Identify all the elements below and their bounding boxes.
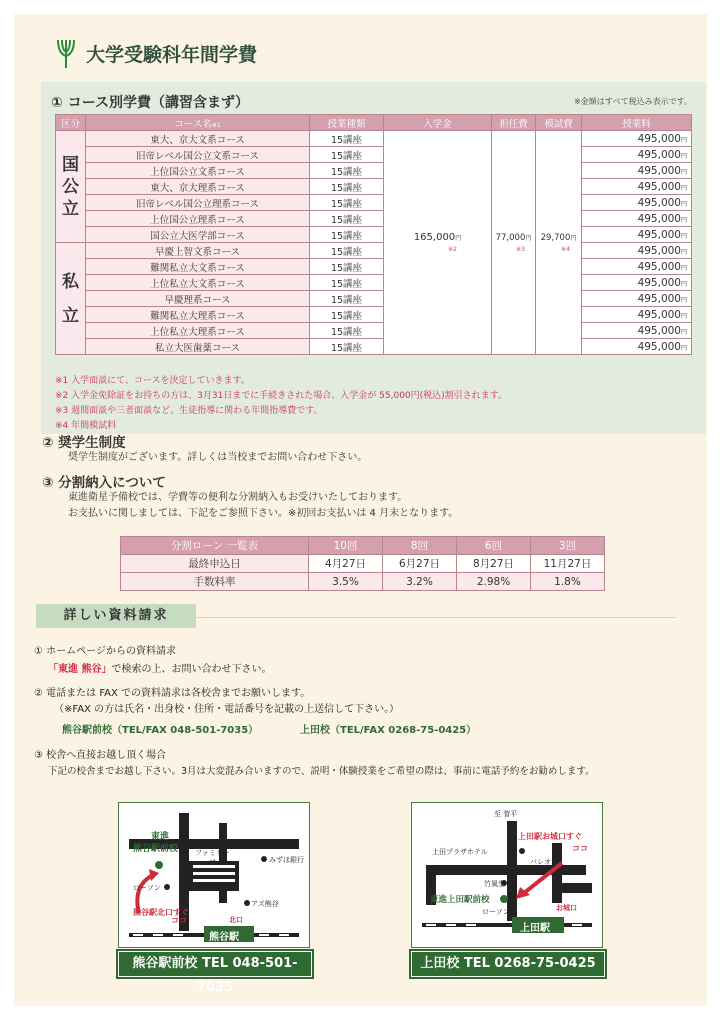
request-item-1-title: ① ホームページからの資料請求 (34, 646, 176, 657)
loan-col-3: 3回 (531, 537, 605, 555)
fee-row (56, 147, 692, 163)
map1-bank: みずほ銀行 (269, 856, 304, 864)
tuition-fee: 495,000円 (582, 291, 692, 307)
loan-col-10: 10回 (309, 537, 383, 555)
ueda-contact: 上田校（TEL/FAX 0268-75-0425） (300, 725, 477, 736)
request-item-3-text: 下記の校舎までお越し下さい。3月は大変混み合いますので、説明・体験授業をご希望の際は、事前に電話予約をお勧めします。 (48, 766, 595, 777)
map1-az: アズ熊谷 (251, 900, 279, 908)
map1-family: ファミリー (195, 849, 230, 857)
footnote-3: ※3 週間面談や三者面談など、生徒指導に関わる年間指導費です。 (55, 406, 323, 416)
course-name: 難関私立大文系コース (86, 259, 310, 275)
course-name: 上位国公立文系コース (86, 163, 310, 179)
course-name: 上位私立大理系コース (86, 323, 310, 339)
map2-school: 東進上田駅前校 (430, 895, 490, 905)
course-name: 国公立大医学部コース (86, 227, 310, 243)
fee-row (56, 211, 692, 227)
loan-table (120, 536, 605, 591)
map2-caption: 上田校 TEL 0268-75-0425 (411, 951, 605, 977)
map2-here-1: 上田駅お城口すぐ (518, 832, 582, 841)
tuition-fee: 495,000円 (582, 195, 692, 211)
map1-family-2: マート (209, 858, 230, 866)
map2-station: 上田駅 (520, 923, 550, 934)
header-kubun: 区分 (56, 115, 86, 131)
lesson-count: 15講座 (310, 211, 384, 227)
header-mock: 模試費 (536, 115, 582, 131)
tuition-fee: 495,000円 (582, 307, 692, 323)
fee-row (56, 227, 692, 243)
fee-row (56, 339, 692, 355)
loan-col-8: 8回 (383, 537, 457, 555)
loan-header: 分割ローン 一覧表 (121, 537, 309, 555)
map2-paleo: パレオ (530, 858, 551, 866)
map1-here-2: ココ (171, 916, 187, 925)
course-name: 難関私立大理系コース (86, 307, 310, 323)
course-name: 東大、京大文系コース (86, 131, 310, 147)
loan-deadline: 8月27日 (457, 555, 531, 573)
ueda-map-graphic (412, 803, 602, 947)
course-name: 旧帝レベル国公立文系コース (86, 147, 310, 163)
loan-rate: 3.5% (309, 573, 383, 591)
header-course: コース名※1 (86, 115, 310, 131)
fee-row (56, 275, 692, 291)
sec3-heading: ③ 分割納入について (42, 475, 166, 491)
loan-col-6: 6回 (457, 537, 531, 555)
map1-exit: 北口 (229, 916, 243, 924)
course-name: 早慶上智文系コース (86, 243, 310, 259)
map2-dest: 至 菅平 (494, 810, 518, 818)
ueda-map (411, 802, 603, 948)
lesson-count: 15講座 (310, 259, 384, 275)
fee-footnotes (55, 374, 507, 434)
loan-rate: 1.8% (531, 573, 605, 591)
request-item-2-note: （※FAX の方は氏名・出身校・住所・電話番号を記載の上送信して下さい。） (54, 704, 400, 715)
lesson-count: 15講座 (310, 323, 384, 339)
course-fee-section (41, 82, 706, 434)
footnote-4: ※4 年間模試料 (55, 421, 117, 431)
lesson-count: 15講座 (310, 179, 384, 195)
fee-row (56, 163, 692, 179)
course-name: 旧帝レベル国公立理系コース (86, 195, 310, 211)
fee-row (56, 323, 692, 339)
course-name: 早慶理系コース (86, 291, 310, 307)
sec2-text: 奨学生制度がございます。詳しくは当校までお問い合わせ下さい。 (68, 452, 368, 463)
tuition-fee: 495,000円 (582, 163, 692, 179)
loan-rate: 3.2% (383, 573, 457, 591)
tuition-fee: 495,000円 (582, 259, 692, 275)
fee-row (56, 179, 692, 195)
sec3-text-1: 東進衛星予備校では、学費等の便利な分割納入もお受けいたしております。 (68, 492, 408, 503)
footnote-1: ※1 入学面談にて、コースを決定していきます。 (55, 376, 250, 386)
tree-logo-icon (54, 38, 78, 68)
fee-row (56, 259, 692, 275)
tuition-fee: 495,000円 (582, 179, 692, 195)
divider (196, 617, 676, 618)
tuition-fee: 495,000円 (582, 147, 692, 163)
sec3-text-2: お支払いに関しましては、下記をご参照下さい。※初回お支払いは 4 月末となります。 (68, 508, 459, 519)
homeroom-fee: 77,000円 ※3 (492, 131, 536, 355)
fee-row (56, 291, 692, 307)
loan-deadline: 11月27日 (531, 555, 605, 573)
map2-here-2: ココ (572, 844, 588, 853)
loan-row1-label: 最終申込日 (121, 555, 309, 573)
header-tuition: 授業料 (582, 115, 692, 131)
lesson-count: 15講座 (310, 307, 384, 323)
tuition-fee: 495,000円 (582, 243, 692, 259)
kumagaya-map-graphic (119, 803, 309, 947)
lesson-count: 15講座 (310, 227, 384, 243)
map1-station: 熊谷駅 (209, 932, 239, 943)
lesson-count: 15講座 (310, 147, 384, 163)
fee-row (56, 131, 692, 147)
lesson-count: 15講座 (310, 243, 384, 259)
fee-table-header (56, 115, 692, 131)
tuition-fee: 495,000円 (582, 211, 692, 227)
page-title (54, 38, 257, 68)
group-national: 国公立 (56, 131, 86, 243)
loan-row2-label: 手数料率 (121, 573, 309, 591)
map1-here-1: 熊谷駅北口すぐ (133, 908, 189, 917)
course-name: 上位私立大文系コース (86, 275, 310, 291)
fee-row (56, 307, 692, 323)
header-lessons: 授業種類 (310, 115, 384, 131)
request-item-1-text: 「東進 熊谷」で検索の上、お問い合わせ下さい。 (48, 664, 272, 675)
tuition-fee: 495,000円 (582, 323, 692, 339)
title-text: 大学受験科年間学費 (86, 43, 258, 66)
map2-plaza: 上田プラザホテル (432, 848, 488, 856)
lesson-count: 15講座 (310, 339, 384, 355)
group-private: 私立 (56, 243, 86, 355)
map1-school-2: 熊谷駅前校 (133, 844, 179, 854)
map1-lawson: ローソン (133, 884, 161, 892)
map2-chikufu: 竹風堂 (484, 880, 505, 888)
sec1-heading: ① コース別学費（講習含まず） (51, 95, 250, 111)
tax-note: ※金額はすべて税込み表示です。 (574, 97, 692, 106)
admission-fee: 165,000円 ※2 (384, 131, 492, 355)
header-homeroom: 担任費 (492, 115, 536, 131)
header-admission: 入学金 (384, 115, 492, 131)
fee-row (56, 243, 692, 259)
lesson-count: 15講座 (310, 275, 384, 291)
page (14, 14, 707, 1006)
loan-rate: 2.98% (457, 573, 531, 591)
fee-row (56, 195, 692, 211)
tuition-fee: 495,000円 (582, 275, 692, 291)
course-name: 私立大医歯薬コース (86, 339, 310, 355)
map1-school-1: 東進 (151, 832, 170, 842)
map2-lawson: ローソン (482, 908, 510, 916)
lesson-count: 15講座 (310, 163, 384, 179)
map2-exit: お城口 (556, 904, 577, 912)
lesson-count: 15講座 (310, 131, 384, 147)
course-name: 東大、京大理系コース (86, 179, 310, 195)
loan-deadline: 4月27日 (309, 555, 383, 573)
request-item-2-title: ② 電話または FAX での資料請求は各校舎までお願いします。 (34, 688, 311, 699)
kumagaya-map (118, 802, 310, 948)
loan-deadline: 6月27日 (383, 555, 457, 573)
tuition-fee: 495,000円 (582, 131, 692, 147)
lesson-count: 15講座 (310, 195, 384, 211)
footnote-2: ※2 入学金免除証をお持ちの方は、3月31日までに手続きされた場合、入学金が 55,000円(税込)割引されます。 (55, 391, 507, 401)
request-item-3-title: ③ 校舎へ直接お越し頂く場合 (34, 750, 167, 761)
request-heading: 詳しい資料請求 (36, 604, 196, 628)
course-name: 上位国公立理系コース (86, 211, 310, 227)
kumagaya-contact: 熊谷駅前校（TEL/FAX 048-501-7035） (62, 725, 259, 736)
map1-caption: 熊谷駅前校 TEL 048-501-7035 (118, 951, 312, 977)
tuition-fee: 495,000円 (582, 339, 692, 355)
tuition-fee: 495,000円 (582, 227, 692, 243)
lesson-count: 15講座 (310, 291, 384, 307)
fee-table (55, 114, 692, 355)
mock-fee: 29,700円 ※4 (536, 131, 582, 355)
sec2-heading: ② 奨学生制度 (42, 435, 126, 451)
